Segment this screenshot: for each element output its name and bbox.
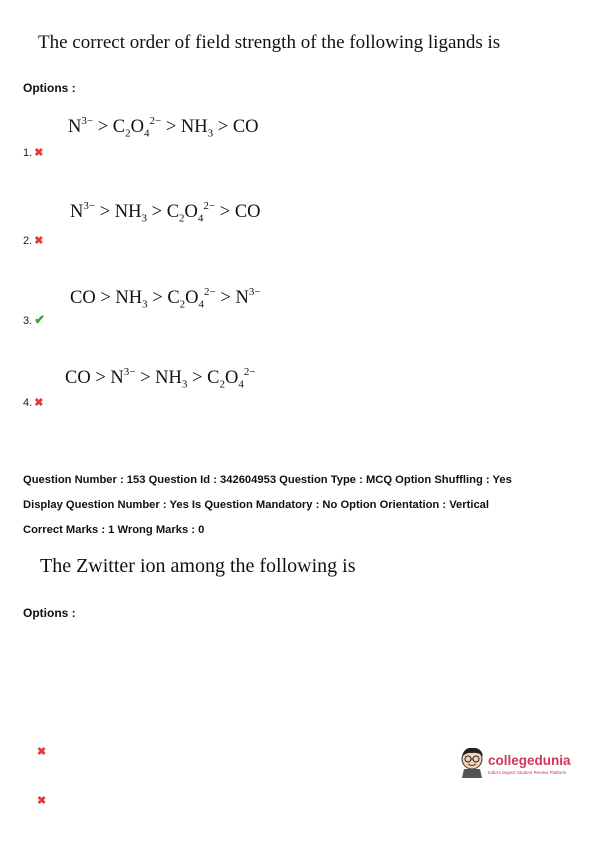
option-1-number bbox=[23, 143, 43, 161]
subscript: 3 bbox=[207, 127, 214, 140]
option-number: 3. bbox=[23, 315, 33, 327]
correct-check-icon: ✔ bbox=[34, 312, 46, 327]
charge-superscript: 2− bbox=[243, 365, 256, 378]
greater-than-sign: > bbox=[161, 117, 181, 137]
species-symbol: N bbox=[68, 117, 82, 137]
subscript: 4 bbox=[238, 378, 244, 391]
wrong-mark-icon: ✖ bbox=[34, 397, 44, 409]
subscript: 2 bbox=[179, 212, 185, 225]
charge-superscript: 3− bbox=[83, 199, 96, 212]
charge-superscript: 2− bbox=[204, 285, 216, 298]
subscript: 4 bbox=[144, 127, 150, 140]
question-2-title: The Zwitter ion among the following is bbox=[40, 555, 356, 577]
option-3-number bbox=[23, 311, 45, 329]
species-symbol: NH bbox=[155, 368, 182, 388]
species-symbol: O bbox=[185, 288, 199, 308]
species-symbol: N bbox=[110, 368, 124, 388]
greater-than-sign: > bbox=[147, 202, 167, 222]
charge-superscript: 2− bbox=[149, 114, 162, 127]
species-symbol: CO bbox=[65, 368, 91, 388]
option-4-number bbox=[23, 393, 43, 411]
greater-than-sign: > bbox=[93, 117, 113, 137]
wrong-mark-icon: ✖ bbox=[37, 795, 47, 807]
charge-superscript: 3− bbox=[123, 365, 136, 378]
mascot-icon bbox=[458, 745, 486, 779]
wrong-mark-icon: ✖ bbox=[34, 235, 44, 247]
options-label-2: Options : bbox=[23, 606, 76, 620]
greater-than-sign: > bbox=[95, 202, 115, 222]
greater-than-sign: > bbox=[213, 117, 233, 137]
subscript: 4 bbox=[198, 298, 205, 311]
subscript: 3 bbox=[181, 378, 188, 391]
collegedunia-logo bbox=[458, 745, 578, 781]
subscript: 4 bbox=[197, 212, 204, 225]
species-symbol: C bbox=[207, 368, 220, 388]
species-symbol: C bbox=[167, 288, 180, 308]
greater-than-sign: > bbox=[187, 368, 208, 388]
option-1-formula bbox=[68, 114, 259, 140]
logo-name: collegedunia bbox=[488, 753, 571, 768]
species-symbol: N bbox=[235, 288, 249, 308]
charge-superscript: 3− bbox=[248, 285, 261, 298]
species-symbol: NH bbox=[180, 117, 208, 137]
greater-than-sign: > bbox=[215, 288, 236, 308]
species-symbol: O bbox=[224, 368, 239, 388]
subscript: 2 bbox=[219, 378, 225, 391]
options-label-1: Options : bbox=[23, 81, 76, 95]
subscript: 3 bbox=[142, 298, 148, 311]
subscript: 2 bbox=[179, 298, 186, 311]
question-meta-line-3: Correct Marks : 1 Wrong Marks : 0 bbox=[23, 524, 205, 536]
species-symbol: NH bbox=[115, 288, 143, 308]
species-symbol: C bbox=[112, 117, 126, 137]
option-2-number bbox=[23, 231, 43, 249]
charge-superscript: 2− bbox=[203, 199, 216, 212]
question-1-title: The correct order of field strength of the following ligands is bbox=[38, 32, 501, 53]
species-symbol: NH bbox=[114, 202, 142, 222]
question-meta-line-1: Question Number : 153 Question Id : 342604953 Question Type : MCQ Option Shuffling : Yes bbox=[23, 474, 512, 486]
option-4-formula bbox=[65, 365, 256, 391]
species-symbol: CO bbox=[70, 288, 96, 308]
species-symbol: CO bbox=[232, 117, 259, 137]
wrong-mark-icon: ✖ bbox=[34, 147, 44, 159]
greater-than-sign: > bbox=[95, 288, 116, 308]
subscript: 3 bbox=[141, 212, 148, 225]
question-meta-line-2: Display Question Number : Yes Is Question Mandatory : No Option Orientation : Vertical bbox=[23, 499, 490, 511]
species-symbol: C bbox=[166, 202, 180, 222]
species-symbol: CO bbox=[234, 202, 261, 222]
charge-superscript: 3− bbox=[81, 114, 94, 127]
option-2-formula bbox=[70, 199, 261, 225]
greater-than-sign: > bbox=[215, 202, 235, 222]
option-number: 4. bbox=[23, 397, 33, 409]
greater-than-sign: > bbox=[90, 368, 111, 388]
species-symbol: O bbox=[130, 117, 144, 137]
logo-tagline: India's largest Student Review Platform bbox=[488, 770, 567, 775]
option-number: 1. bbox=[23, 147, 33, 159]
species-symbol: O bbox=[184, 202, 198, 222]
wrong-mark-icon: ✖ bbox=[37, 746, 47, 758]
greater-than-sign: > bbox=[147, 288, 168, 308]
species-symbol: N bbox=[70, 202, 84, 222]
option-number: 2. bbox=[23, 235, 33, 247]
greater-than-sign: > bbox=[135, 368, 156, 388]
option-3-formula bbox=[70, 285, 261, 311]
subscript: 2 bbox=[125, 127, 131, 140]
